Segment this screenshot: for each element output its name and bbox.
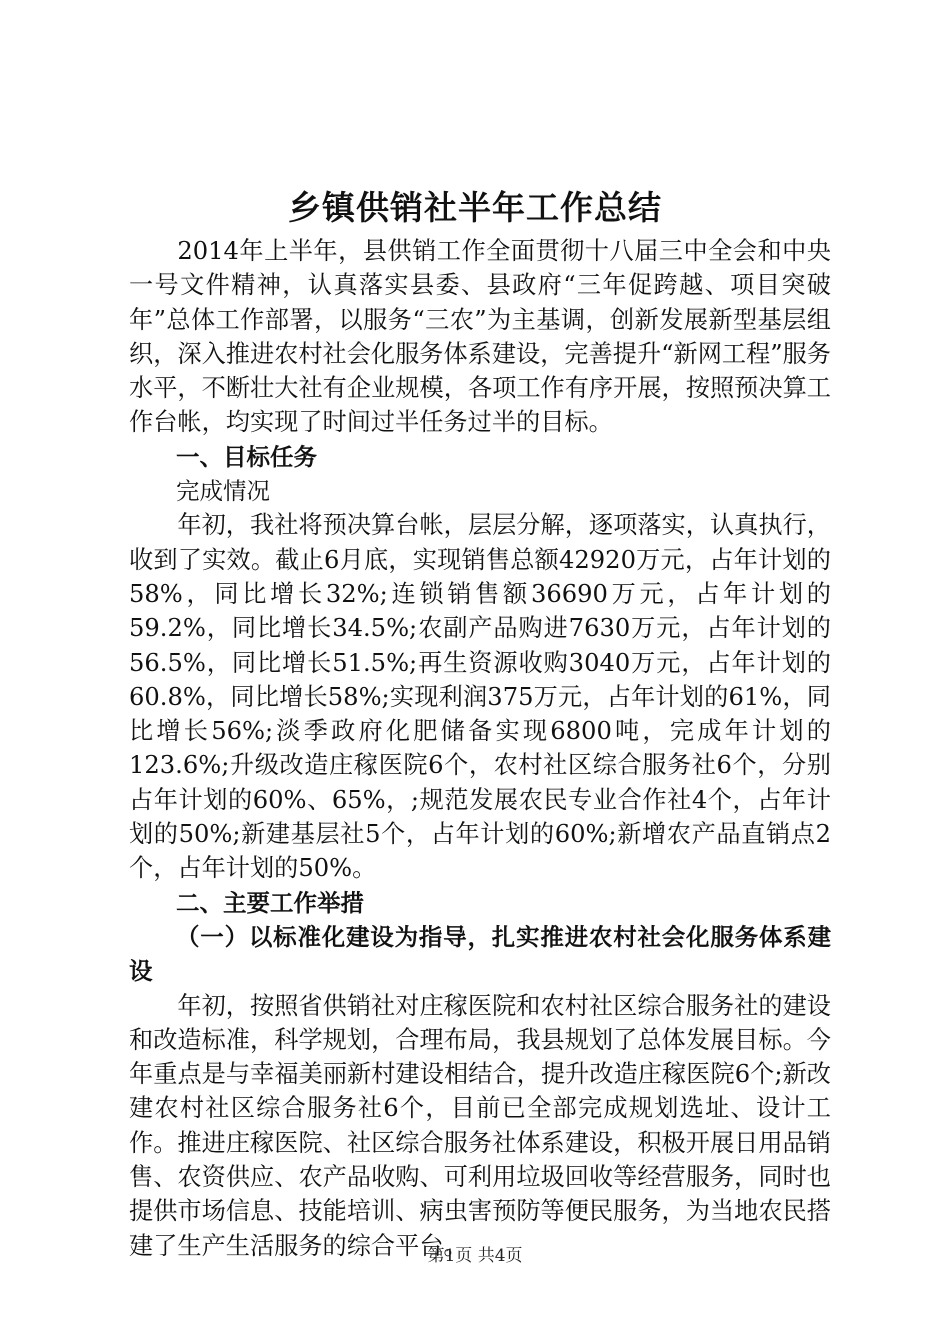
page-title: 乡镇供销社半年工作总结	[288, 188, 662, 227]
section-1-paragraph: 年初，我社将预决算台帐，层层分解，逐项落实，认真执行，收到了实效。截止6月底，实现销售总额42920万元，占年计划的58%，同比增长32%;连锁销售额36690万元，占年计划的59.2%，同比增长34.5%;农副产品购进7630万元，占年计划的56.5%，同比增长51.5%;再生资源收购3040万元，占年计划的60.8%，同比增长58%;实现利润375万元，占年计划的61%，同比增长56%;淡季政府化肥储备实现6800吨，完成年计划的123.6%;升级改造庄稼医院6个，农村社区综合服务社6个，分别占年计划的60%、65%，;规范发展农民专业合作社4个，占年计划的50%;新建基层社5个，占年计划的60%;新增农产品直销点2个，占年计划的50%。	[129, 511, 831, 883]
section-2-subheading-1: （一）以标准化建设为指导，扎实推进农村社会化服务体系建设	[129, 922, 831, 986]
section-2-paragraph-1: 年初，按照省供销社对庄稼医院和农村社区综合服务社的建设和改造标准，科学规划，合理布局，我县规划了总体发展目标。今年重点是与幸福美丽新村建设相结合，提升改造庄稼医院6个;新改建农村社区综合服务社6个，目前已全部完成规划选址、设计工作。推进庄稼医院、社区综合服务社体系建设，积极开展日用品销售、农资供应、农产品收购、可利用垃圾回收等经营服务，同时也提供市场信息、技能培训、病虫害预防等便民服务，为当地农民搭建了生产生活服务的综合平台。	[129, 991, 831, 1260]
intro-paragraph: 2014年上半年，县供销工作全面贯彻十八届三中全会和中央一号文件精神，认真落实县委、县政府“三年促跨越、项目突破年”总体工作部署，以服务“三农”为主基调，创新发展新型基层组织，深入推进农村社会化服务体系建设，完善提升“新网工程”服务水平，不断壮大社有企业规模，各项工作有序开展，按照预决算工作台帐，均实现了时间过半任务过半的目标。	[129, 237, 831, 437]
section-2-heading: 二、主要工作举措	[176, 888, 364, 917]
page-footer: 第1页 共4页	[427, 1246, 523, 1266]
section-1-heading: 一、目标任务	[176, 442, 317, 471]
document-body	[129, 234, 831, 1263]
section-1-subheading: 完成情况	[176, 477, 270, 506]
